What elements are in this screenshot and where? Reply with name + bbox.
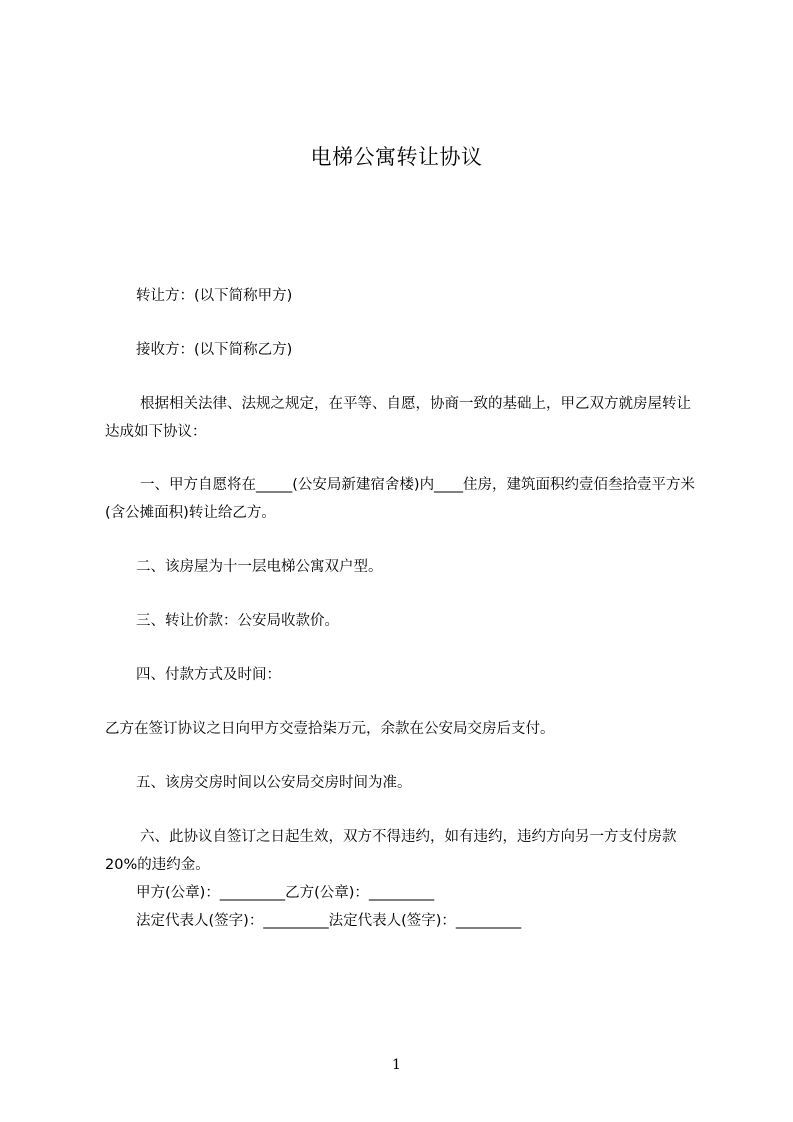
document-body — [105, 282, 699, 935]
payment-detail: 乙方在签订协议之日向甲方交壹拾柒万元，余款在公安局交房后支付。 — [105, 721, 555, 737]
party-b-representative: 法定代表人(签字)：_________ — [328, 913, 522, 929]
clause-3: 三、转让价款：公安局收款价。 — [136, 613, 339, 629]
representative-row — [105, 907, 699, 935]
clause-5: 五、该房交房时间以公安局交房时间为准。 — [136, 775, 412, 791]
transferor-line: 转让方：(以下简称甲方) — [136, 288, 293, 304]
page-number: 1 — [392, 1057, 401, 1073]
clause-2: 二、该房屋为十一层电梯公寓双户型。 — [136, 559, 383, 575]
seal-row — [105, 879, 699, 907]
party-a-representative: 法定代表人(签字)：_________ — [136, 913, 329, 929]
document-title: 电梯公寓转让协议 — [310, 145, 483, 169]
preamble-paragraph: 根据相关法律、法规之规定，在平等、自愿，协商一致的基础上，甲乙双方就房屋转让达成如下协议： — [105, 396, 691, 440]
transferee-line: 接收方：(以下简称乙方) — [136, 342, 293, 358]
clause-1: 一、甲方自愿将在_____(公安局新建宿舍楼)内____住房，建筑面积约壹佰叁拾壹平方米(含公摊面积)转让给乙方。 — [105, 477, 696, 521]
party-b-seal: 乙方(公章)：_________ — [285, 885, 435, 901]
clause-6: 六、此协议自签订之日起生效，双方不得违约，如有违约，违约方向另一方支付房款 20%的违约金。 — [105, 829, 677, 873]
party-a-seal: 甲方(公章)：_________ — [136, 885, 286, 901]
clause-4: 四、付款方式及时间： — [136, 667, 281, 683]
